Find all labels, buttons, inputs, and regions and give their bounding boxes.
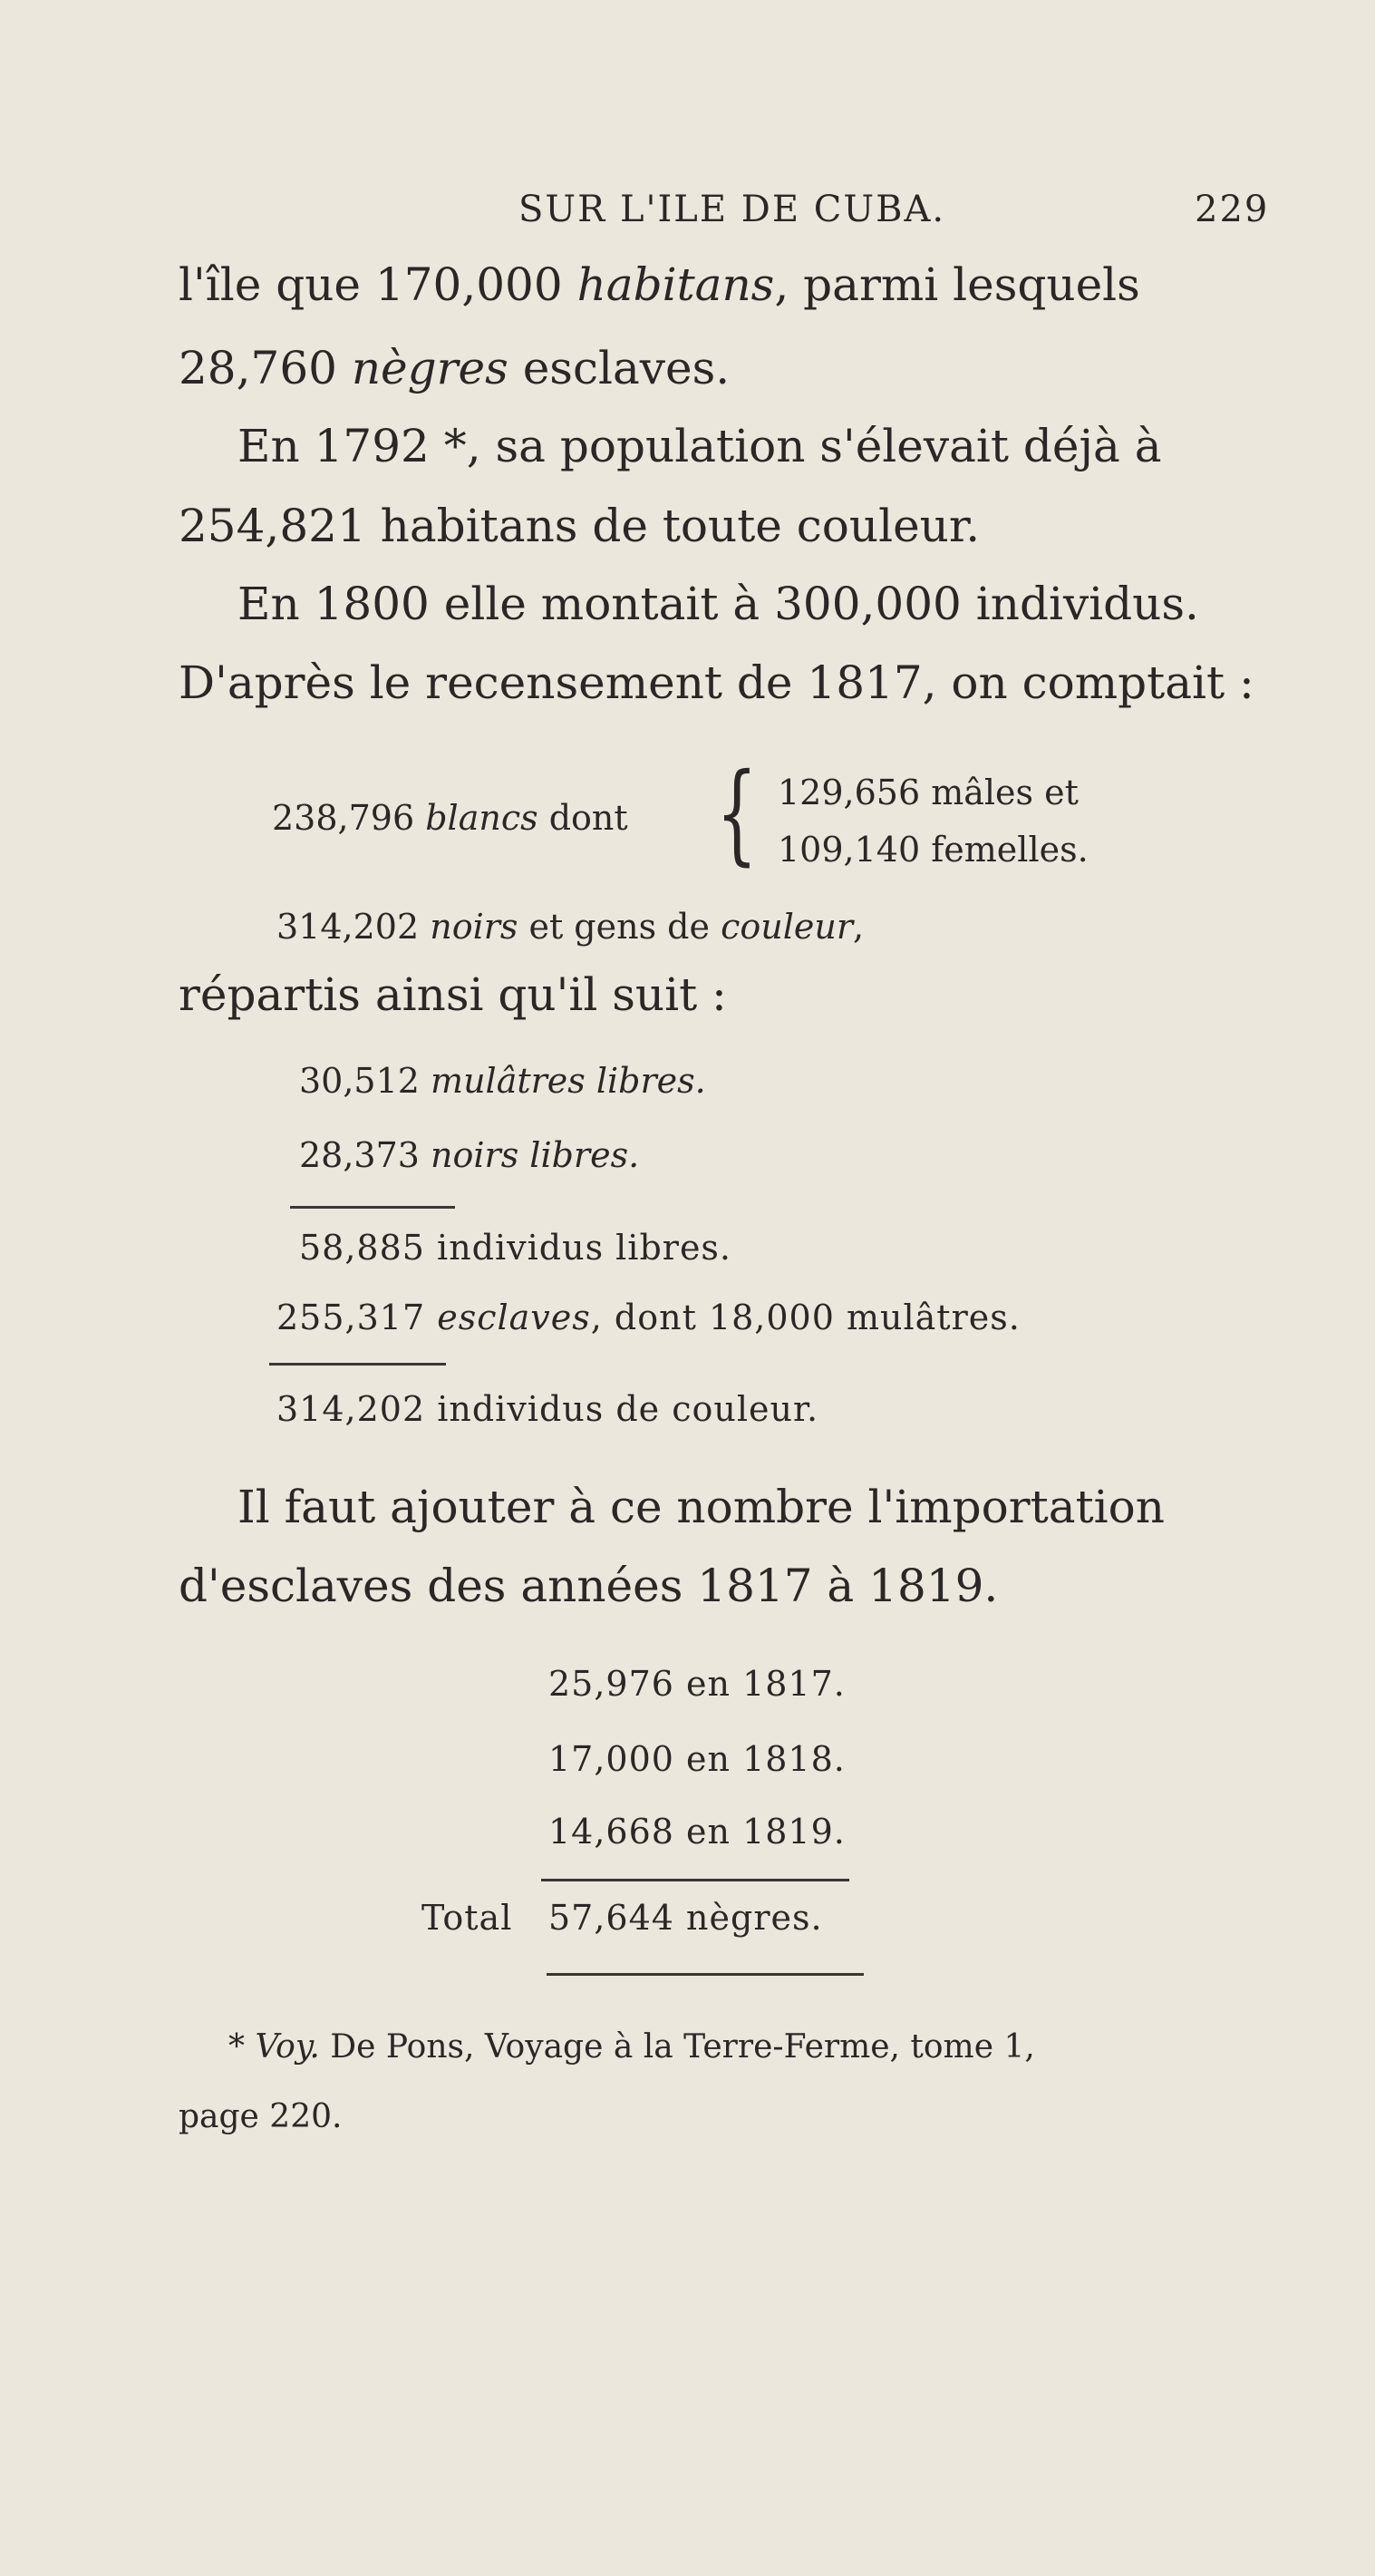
page-number: 229	[1195, 189, 1270, 230]
import-total-value: 57,644 nègres.	[548, 1898, 823, 1938]
sum-rule	[541, 1879, 849, 1881]
free-blacks-line: 28,373 noirs libres.	[299, 1135, 640, 1175]
paragraph-line: Il faut ajouter à ce nombre l'importation	[237, 1481, 1165, 1533]
whites-line: 238,796 blancs dont	[272, 798, 628, 838]
import-1818: 17,000 en 1818.	[548, 1739, 846, 1779]
paragraph-line: En 1800 elle montait à 300,000 individus.	[237, 578, 1199, 630]
paragraph-line: 254,821 habitans de toute couleur.	[179, 500, 981, 552]
import-total-label: Total	[421, 1898, 513, 1938]
females-line: 109,140 femelles.	[778, 830, 1089, 870]
free-total-line: 58,885 individus libres.	[299, 1228, 732, 1268]
footnote-rule	[547, 1973, 864, 1976]
sum-rule	[290, 1206, 455, 1209]
paragraph-line: d'esclaves des années 1817 à 1819.	[179, 1560, 999, 1612]
import-1817: 25,976 en 1817.	[548, 1664, 846, 1704]
running-header: SUR L'ILE DE CUBA.	[518, 189, 946, 230]
males-line: 129,656 mâles et	[778, 773, 1079, 812]
footnote-line: page 220.	[179, 2098, 343, 2135]
paragraph-line: En 1792 *, sa population s'élevait déjà à	[237, 420, 1162, 472]
mulattoes-line: 30,512 mulâtres libres.	[299, 1061, 706, 1101]
colored-line: 314,202 noirs et gens de couleur,	[276, 907, 865, 947]
paragraph-line: l'île que 170,000 habitans, parmi lesquels	[179, 258, 1140, 311]
paragraph-line: 28,760 nègres esclaves.	[179, 342, 731, 394]
colored-total-line: 314,202 individus de couleur.	[276, 1389, 819, 1429]
footnote-line: * Voy. De Pons, Voyage à la Terre-Ferme, tome 1,	[228, 2028, 1035, 2066]
brace-symbol: {	[716, 751, 758, 877]
sum-rule	[269, 1363, 446, 1366]
import-1819: 14,668 en 1819.	[548, 1812, 846, 1852]
slaves-line: 255,317 esclaves, dont 18,000 mulâtres.	[276, 1298, 1021, 1337]
distribution-intro: répartis ainsi qu'il suit :	[179, 968, 727, 1021]
paragraph-line: D'après le recensement de 1817, on comptait :	[179, 656, 1254, 709]
